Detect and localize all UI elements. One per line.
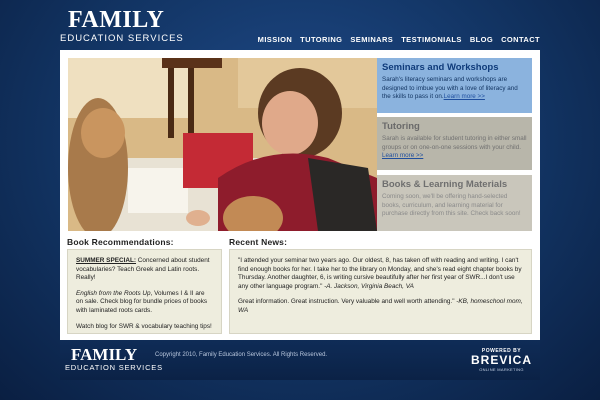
seminars-panel[interactable] xyxy=(377,58,532,113)
news-quote-1-attribution: -A. Jackson, Virginia Beach, VA xyxy=(322,282,414,290)
book-recommendations-title: Book Recommendations: xyxy=(67,237,174,247)
book-recommendations-box xyxy=(67,249,222,334)
powered-by-label: POWERED BY xyxy=(481,348,522,354)
footer-logo[interactable] xyxy=(65,347,163,372)
hero-photo xyxy=(68,58,377,231)
tutoring-learn-more-link[interactable]: Learn more >> xyxy=(382,152,424,159)
copyright-text: Copyright 2010, Family Education Services. All Rights Reserved. xyxy=(155,352,328,358)
news-quote-2-attribution: -KB, homeschool mom, WA xyxy=(238,298,523,314)
main-nav xyxy=(258,35,540,44)
recent-news-box xyxy=(229,249,532,334)
nav-tutoring[interactable]: TUTORING xyxy=(300,35,343,44)
book-title: English from the Roots Up xyxy=(76,289,151,297)
news-quote-2: Great information. Great instruction. Very valuable and well worth attending." xyxy=(238,298,455,306)
nav-blog[interactable]: BLOG xyxy=(469,35,494,44)
tutoring-panel[interactable] xyxy=(377,117,532,170)
seminars-learn-more-link[interactable]: Learn more >> xyxy=(443,93,485,100)
book-sale-text: , Volumes I & II are on sale. Check blog for bundle prices of books with laminated roots cards. xyxy=(76,289,208,314)
tutoring-title: Tutoring xyxy=(382,121,420,132)
logo-sub-text: EDUCATION SERVICES xyxy=(60,33,184,44)
logo-main-text: FAMILY xyxy=(68,7,165,33)
news-quote-1: "I attended your seminar two years ago. Our oldest, 8, has taken off with reading and writing. I can't find enough books for her. I take her to the library on Monday, and she's read eight chapter books by Thursday. Another daughter, 6, is writing cursive beautifully after her first year of SWR...I don't use any other language program." xyxy=(238,257,522,290)
site-logo[interactable] xyxy=(60,8,184,44)
tutoring-text: Sarah is available for student tutoring in either small groups or on one-on-one sessions with your child. xyxy=(382,135,527,151)
brevica-logo: BREVICA xyxy=(470,353,532,367)
footer-logo-main: FAMILY xyxy=(71,345,138,364)
brevica-tagline: ONLINE MARKETING xyxy=(479,367,524,372)
seminars-text: Sarah's literacy seminars and workshops are designed to imbue you with a love of literacy and the skills to pass it on. xyxy=(382,76,518,100)
seminars-title: Seminars and Workshops xyxy=(382,62,499,73)
books-panel[interactable] xyxy=(377,175,532,231)
recent-news-title: Recent News: xyxy=(229,237,288,247)
nav-seminars[interactable]: SEMINARS xyxy=(350,35,394,44)
books-text: Coming soon, we'll be offering hand-selected books, curriculum, and learning material for purchase directly from this site. xyxy=(382,193,508,217)
nav-contact[interactable]: CONTACT xyxy=(501,35,540,44)
watch-blog-text: Watch blog for SWR & vocabulary teaching tips! xyxy=(76,322,212,330)
nav-testimonials[interactable]: TESTIMONIALS xyxy=(401,35,462,44)
books-title: Books & Learning Materials xyxy=(382,179,508,190)
books-check-back-link: Check back soon! xyxy=(470,210,521,217)
footer-logo-sub: EDUCATION SERVICES xyxy=(65,363,163,372)
summer-special-text: Concerned about student vocabularies? Teach Greek and Latin roots. Really! xyxy=(76,257,210,282)
powered-by-badge[interactable] xyxy=(471,348,532,372)
footer xyxy=(60,340,540,380)
summer-special-label: SUMMER SPECIAL: xyxy=(76,257,137,264)
nav-mission[interactable]: MISSION xyxy=(257,35,293,44)
